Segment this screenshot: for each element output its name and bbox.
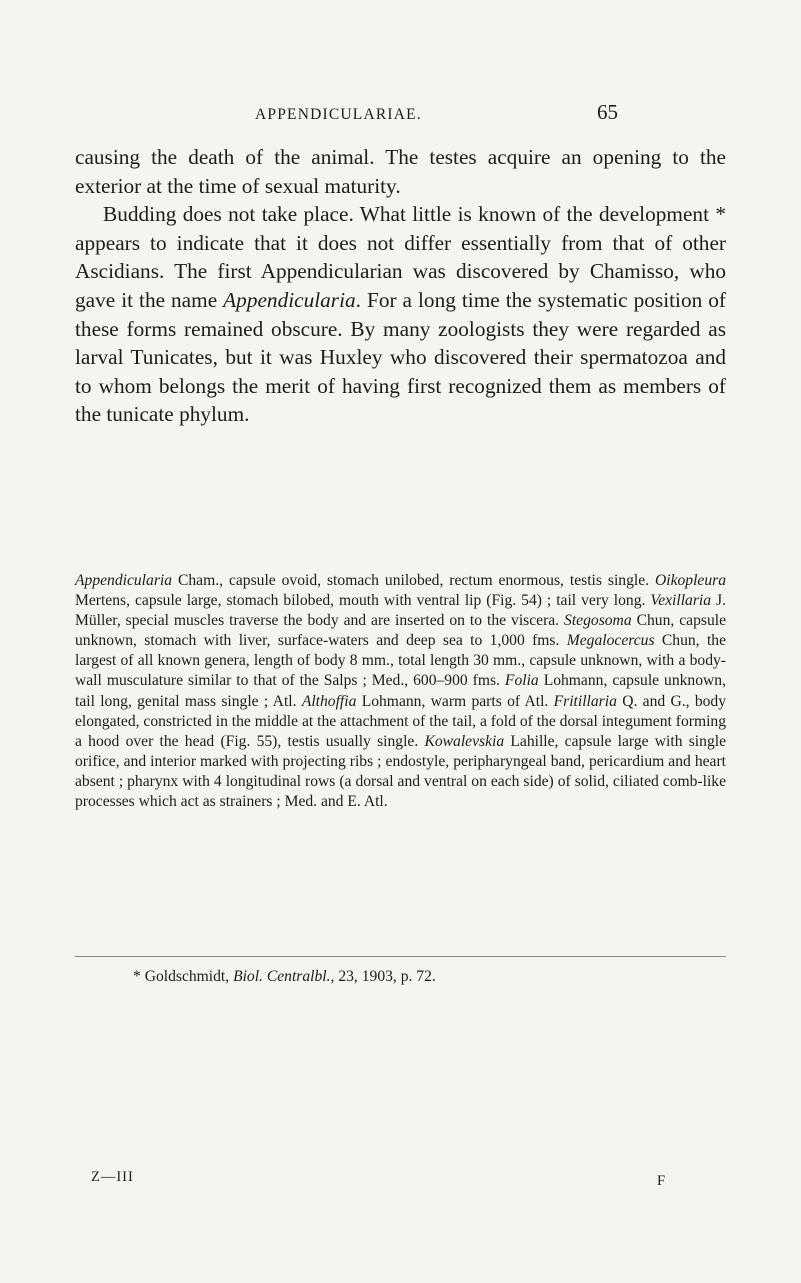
running-head [0, 100, 801, 130]
page-number: 65 [597, 100, 618, 124]
genus-name: Appendicularia [75, 572, 173, 589]
running-title: APPENDICULARIAE. [255, 106, 422, 123]
main-text [75, 143, 726, 429]
genus-name: Althoffia [301, 692, 357, 710]
genus-description: Cham., capsule ovoid, stomach unilobed, rectum enormous, testis single. [172, 572, 655, 589]
genera-list [75, 571, 726, 812]
footnote-journal: Biol. Centralbl. [233, 968, 331, 985]
genus-description: Lohmann, warm parts of Atl. [356, 692, 554, 710]
genus-name: Appendicularia [223, 287, 356, 312]
genus-name: Kowalevskia [424, 732, 505, 750]
footnote-divider [75, 956, 726, 957]
genus-description: Mertens, capsule large, stomach bilobed, mouth with ventral lip (Fig. 54) ; tail very long. [75, 592, 651, 610]
genus-name: Folia [504, 672, 539, 690]
genus-name: Fritillaria [553, 692, 617, 710]
genus-description: Q. and G., body elongated, constricted in the middle at the attachment of the tail, a fold of the dorsal integument forming a hood over the head (Fig. 55), testis usually single. [75, 692, 727, 750]
signature-letter: F [657, 1173, 666, 1189]
paragraph-2-text-a: Budding does not take place. What little is known of the development * appears to indicate that it does not differ essentially from that of other Ascidians. The first Appendicularian was discovered by Chamisso, who gave it the name [75, 202, 726, 312]
genus-description: Chun, capsule unknown, stomach with liver, surface-waters and deep sea to 1,000 fms. [75, 612, 726, 650]
genus-name: Oikopleura [654, 572, 726, 589]
paragraph-2 [75, 200, 726, 429]
genus-name: Stegosoma [564, 612, 632, 630]
genus-description: Chun, the largest of all known genera, length of body 8 mm., total length 30 mm., capsule unknown, with a body-wall musculature similar to that of the Salps ; Med., 600–900 fms. [75, 632, 726, 690]
genera-paragraph [75, 571, 726, 812]
genus-description: Lohmann, capsule unknown, tail long, genital mass single ; Atl. [75, 672, 726, 710]
signature-mark: Z—III [91, 1169, 134, 1185]
footnote [133, 967, 726, 987]
genus-name: Vexillaria [650, 592, 712, 610]
paragraph-1-text: causing the death of the animal. The testes acquire an opening to the exterior at the time of sexual maturity. [75, 145, 726, 198]
genus-description: Lahille, capsule large with single orifice, and interior marked with projecting ribs ; endostyle, peripharyngeal band, pericardium and heart absent ; pharynx with 4 longitudinal rows (a dorsal and ventral on each side) of solid, ciliated comb-like processes which act as strainers ; Med. and E. Atl. [75, 732, 726, 811]
paragraph-2-text-b: . For a long time the systematic position of these forms remained obscure. By many zoologists they were regarded as larval Tunicates, but it was Huxley who discovered their spermatozoa and to whom belongs the merit of having first recognized them as members of the tunicate phylum. [75, 287, 726, 427]
genus-description: J. Müller, special muscles traverse the body and are inserted on to the viscera. [75, 592, 726, 630]
footnote-text-b: , 23, 1903, p. 72. [330, 968, 436, 985]
paragraph-1 [75, 143, 726, 200]
footnote-text-a: * Goldschmidt, [133, 968, 234, 985]
genus-name: Megalocercus [566, 632, 655, 650]
